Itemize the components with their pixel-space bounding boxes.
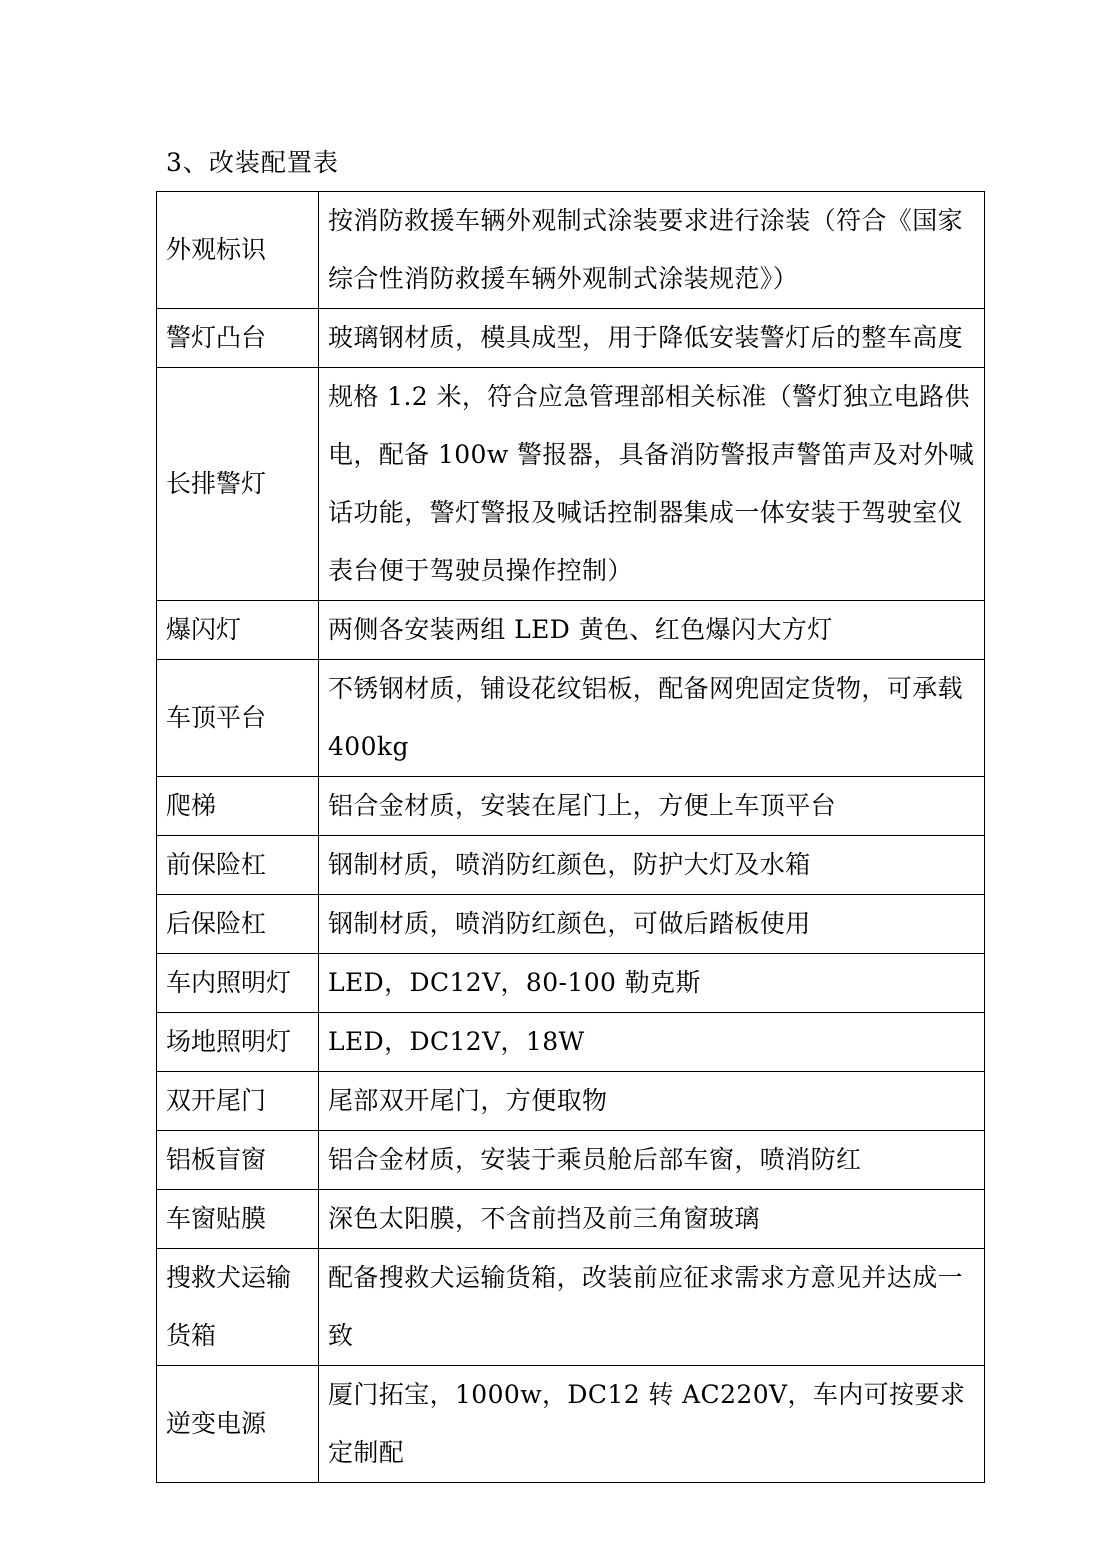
row-value: 两侧各安装两组 LED 黄色、红色爆闪大方灯: [319, 601, 985, 660]
config-table: [156, 191, 985, 1483]
row-label: 车内照明灯: [157, 954, 319, 1013]
row-label: 外观标识: [157, 192, 319, 309]
table-row: [157, 1013, 985, 1072]
table-row: [157, 601, 985, 660]
row-value: 铝合金材质，安装在尾门上，方便上车顶平台: [319, 777, 985, 836]
row-label: 铝板盲窗: [157, 1131, 319, 1190]
row-value: LED，DC12V，18W: [319, 1013, 985, 1072]
row-label: 警灯凸台: [157, 309, 319, 368]
table-row: [157, 368, 985, 601]
table-row: [157, 836, 985, 895]
row-value: 钢制材质，喷消防红颜色，防护大灯及水箱: [319, 836, 985, 895]
row-value: 深色太阳膜，不含前挡及前三角窗玻璃: [319, 1190, 985, 1249]
row-value: 尾部双开尾门，方便取物: [319, 1072, 985, 1131]
row-label: 前保险杠: [157, 836, 319, 895]
row-value: 规格 1.2 米，符合应急管理部相关标准（警灯独立电路供电，配备 100w 警报器，具备消防警报声警笛声及对外喊话功能，警灯警报及喊话控制器集成一体安装于驾驶室仪表台便于驾驶员操作控制）: [319, 368, 985, 601]
row-label: 逆变电源: [157, 1366, 319, 1483]
row-value: 铝合金材质，安装于乘员舱后部车窗，喷消防红: [319, 1131, 985, 1190]
table-row: [157, 1366, 985, 1483]
row-value: LED，DC12V，80-100 勒克斯: [319, 954, 985, 1013]
row-label: 爬梯: [157, 777, 319, 836]
row-value: 钢制材质，喷消防红颜色，可做后踏板使用: [319, 895, 985, 954]
row-label: 场地照明灯: [157, 1013, 319, 1072]
table-row: [157, 954, 985, 1013]
table-row: [157, 1249, 985, 1366]
row-label: 车顶平台: [157, 660, 319, 777]
row-value: 不锈钢材质，铺设花纹铝板，配备网兜固定货物，可承载 400kg: [319, 660, 985, 777]
row-label: 爆闪灯: [157, 601, 319, 660]
table-row: [157, 895, 985, 954]
table-row: [157, 660, 985, 777]
row-value: 按消防救援车辆外观制式涂装要求进行涂装（符合《国家综合性消防救援车辆外观制式涂装规范》）: [319, 192, 985, 309]
table-row: [157, 192, 985, 309]
table-row: [157, 1072, 985, 1131]
row-label: 车窗贴膜: [157, 1190, 319, 1249]
row-label: 搜救犬运输货箱: [157, 1249, 319, 1366]
table-row: [157, 309, 985, 368]
row-label: 双开尾门: [157, 1072, 319, 1131]
section-heading: 3、改装配置表: [166, 148, 339, 177]
row-label: 后保险杠: [157, 895, 319, 954]
row-label: 长排警灯: [157, 368, 319, 601]
table-row: [157, 777, 985, 836]
row-value: 配备搜救犬运输货箱，改装前应征求需求方意见并达成一致: [319, 1249, 985, 1366]
table-row: [157, 1190, 985, 1249]
table-row: [157, 1131, 985, 1190]
row-value: 玻璃钢材质，模具成型，用于降低安装警灯后的整车高度: [319, 309, 985, 368]
row-value: 厦门拓宝，1000w，DC12 转 AC220V，车内可按要求定制配: [319, 1366, 985, 1483]
